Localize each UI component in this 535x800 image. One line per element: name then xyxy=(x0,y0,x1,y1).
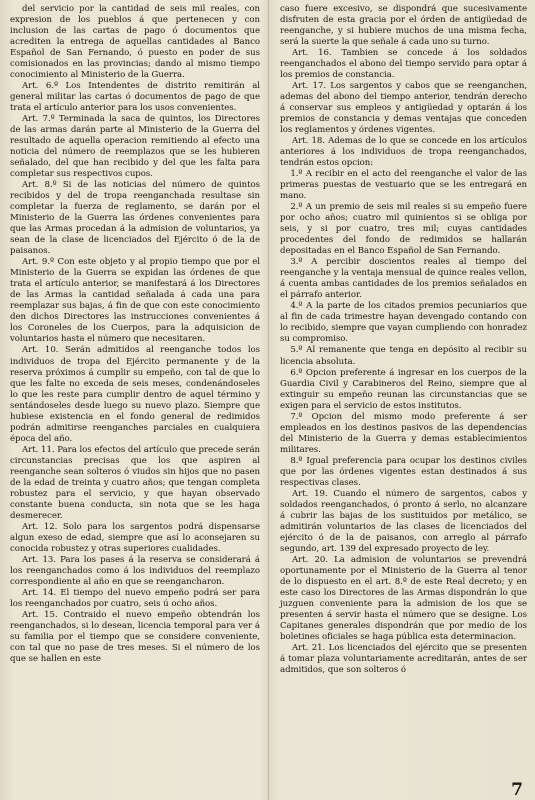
paragraph: Art. 13. Para los pases á la reserva se considerará á los reenganchados como á los individuos del reemplazo correspondiente al año en que se reengancharon. xyxy=(10,554,260,587)
paragraph: Art. 14. El tiempo del nuevo empeño podrá ser para los reenganchados por cuatro, seis ú ocho años. xyxy=(10,587,260,609)
paragraph: 2.º A un premio de seis mil reales si su empeño fuere por ocho años; cuatro mil quinientos si se obliga por seis, y si por cuatro, tres mil; cuyas cantidades procedentes del fondo de redimidos se hallarán depositadas en el Banco Español de San Fernando. xyxy=(280,202,527,257)
paragraph: 1.º A recibir en el acto del reenganche el valor de las primeras puestas de vestuario que se les entregará en mano. xyxy=(280,169,527,202)
column-divider xyxy=(268,0,269,800)
paragraph: Art. 12. Solo para los sargentos podrá dispensarse algun exeso de edad, siempre que así lo aconsejaren su conocida robustez y otras superiores cualidades. xyxy=(10,521,260,554)
paragraph: Art. 20. La admision de voluntarios se prevendrá oportunamente por el Ministerio de la Guerra al tenor de lo dispuesto en el art. 8.º de este Real decreto; y en este caso los Directores de las Armas dispondrán lo que juzguen conveniente para la admision de los que se presenten á servir hasta el número que se designe. Los Capitanes generales dispondrán que por medio de los boletines oficiales se haga pública esta determinacion. xyxy=(280,554,527,642)
paragraph: Art. 8.º Si de las noticias del número de quintos recibidos y del de tropa reenganchada resultase sin completar la fuerza de reglamento, se darán por el Ministerio de la Guerra las órdenes convenientes para que las Armas procedan á la admision de voluntarios, ya sean de la clase de licenciados del Ejército ó de la de paisanos. xyxy=(10,180,260,257)
paragraph: Art. 10. Serán admitidos al reenganche todos los individuos de tropa del Ejército permanente y de la reserva próximos á cumplir su empeño, con tal de que lo que les falte no exceda de seis meses, condenándoseles lo que les reste para cumplir dentro de aquel término y sentándoseles desde luego su nuevo plazo. Siempre que hubiese existencia en el fondo general de redimidos podrán admitirse reenganches parciales en cualquiera época del año. xyxy=(10,345,260,444)
paragraph: Art. 15. Contraido el nuevo empeño obtendrán los reenganchados, si lo desean, licencia temporal para ver á su familia por el tiempo que se considere conveniente, con tal que no pase de tres meses. Si el número de los que se hallen en este xyxy=(10,609,260,664)
paragraph: Art. 6.º Los Intendentes de distrito remitirán al general militar las cartas ó documentos de pago de que trata el artículo anterior para los usos convenientes. xyxy=(10,81,260,114)
paragraph: 7.º Opcion del mismo modo preferente á ser empleados en los destinos pasivos de las dependencias del Ministerio de la Guerra y demas establecimientos militares. xyxy=(280,411,527,455)
paragraph: Art. 16. Tambien se concede á los soldados reenganchados el abono del tiempo servido para optar á los premios de constancia. xyxy=(280,48,527,81)
paragraph: Art. 7.º Terminada la saca de quintos, los Directores de las armas darán parte al Ministerio de la Guerra del resultado de aquella operacion remitiendo al efecto una noticia del número de reemplazos que se les hubieren señalado, del que han recibido y del que les falta para completar sus respectivos cupos. xyxy=(10,114,260,180)
right-column xyxy=(280,4,527,676)
paragraph: Art. 9.º Con este objeto y al propio tiempo que por el Ministerio de la Guerra se expidan las órdenes de que trata el artículo anterior, se manifestará á los Directores de las Armas la cantidad señalada á cada una para reemplazar sus bajas, á fin de que con este conocimiento den dichos Directores las instrucciones convenientes á los Coroneles de los Cuerpos, para la adquisicion de voluntarios hasta el número que necesitaren. xyxy=(10,257,260,345)
paragraph: Art. 17. Los sargentos y cabos que se reenganchen, ademas del abono del tiempo anterior, tendrán derecho á conservar sus empleos y antigüedad y optarán á los premios de constancia y demas ventajas que conceden los reglamentos y órdenes vigentes. xyxy=(280,81,527,136)
page-number: 7 xyxy=(511,780,523,800)
paragraph: 4.º A la parte de los citados premios pecuniarios que al fin de cada trimestre hayan devengado contando con lo recibido, siempre que vayan cumpliendo con honradez su compromiso. xyxy=(280,301,527,345)
paragraph: 3.º A percibir doscientos reales al tiempo del reenganche y la ventaja mensual de quince reales vellon, á cuenta ambas cantidades de los premios señalados en el párrafo anterior. xyxy=(280,257,527,301)
paragraph: caso fuere excesivo, se dispondrá que sucesivamente disfruten de esta gracia por el órden de antigüedad de reenganche, y si hubiere muchos de una misma fecha, será la suerte la que señale á cada uno su turno. xyxy=(280,4,527,48)
left-column xyxy=(10,4,260,665)
paragraph: 6.º Opcion preferente á ingresar en los cuerpos de la Guardia Civil y Carabineros del Reino, siempre que al extinguir su empeño reunan las circunstancias que se exigen para el servicio de estos institutos. xyxy=(280,367,527,411)
paragraph: Art. 18. Ademas de lo que se concede en los artículos anteriores á los individuos de tropa reenganchados, tendrán estos opcion: xyxy=(280,136,527,169)
paragraph: 8.º Igual preferencia para ocupar los destinos civiles que por las órdenes vigentes estan destinados á sus respectivas clases. xyxy=(280,455,527,488)
paragraph: Art. 19. Cuando el número de sargentos, cabos y soldados reenganchados, ó pronto á serlo, no alcanzare á cubrir las bajas de los sustituidos por metálico, se admitirán voluntarios de las clases de licenciados del ejército ó de la de paisanos, con arreglo al párrafo segundo, art. 139 del expresado proyecto de ley. xyxy=(280,488,527,554)
paragraph: Art. 11. Para los efectos del artículo que precede serán circunstancias precisas que los que aspiren al reenganche sean solteros ó viudos sin hijos que no pasen de la edad de treinta y cuatro años; que tengan completa robustez para el servicio, y que hayan observado constante buena conducta, sin nota que se les haga desmerecer. xyxy=(10,444,260,521)
paragraph: del servicio por la cantidad de seis mil reales, con expresion de los pueblos á que pertenecen y con inclusion de las cartas de pago ó documentos que acrediten la entrega de aquellas cantidades al Banco Español de San Fernando, ó puesto en poder de sus comisionados en las provincias; dando al mismo tiempo conocimiento al Ministerio de la Guerra. xyxy=(10,4,260,81)
paragraph: Art. 21. Los licenciados del ejército que se presenten á tomar plaza voluntariamente acreditarán, antes de ser admitidos, que son solteros ó xyxy=(280,642,527,675)
paragraph: 5.º Al remanente que tenga en depósito al recibir su licencia absoluta. xyxy=(280,345,527,367)
